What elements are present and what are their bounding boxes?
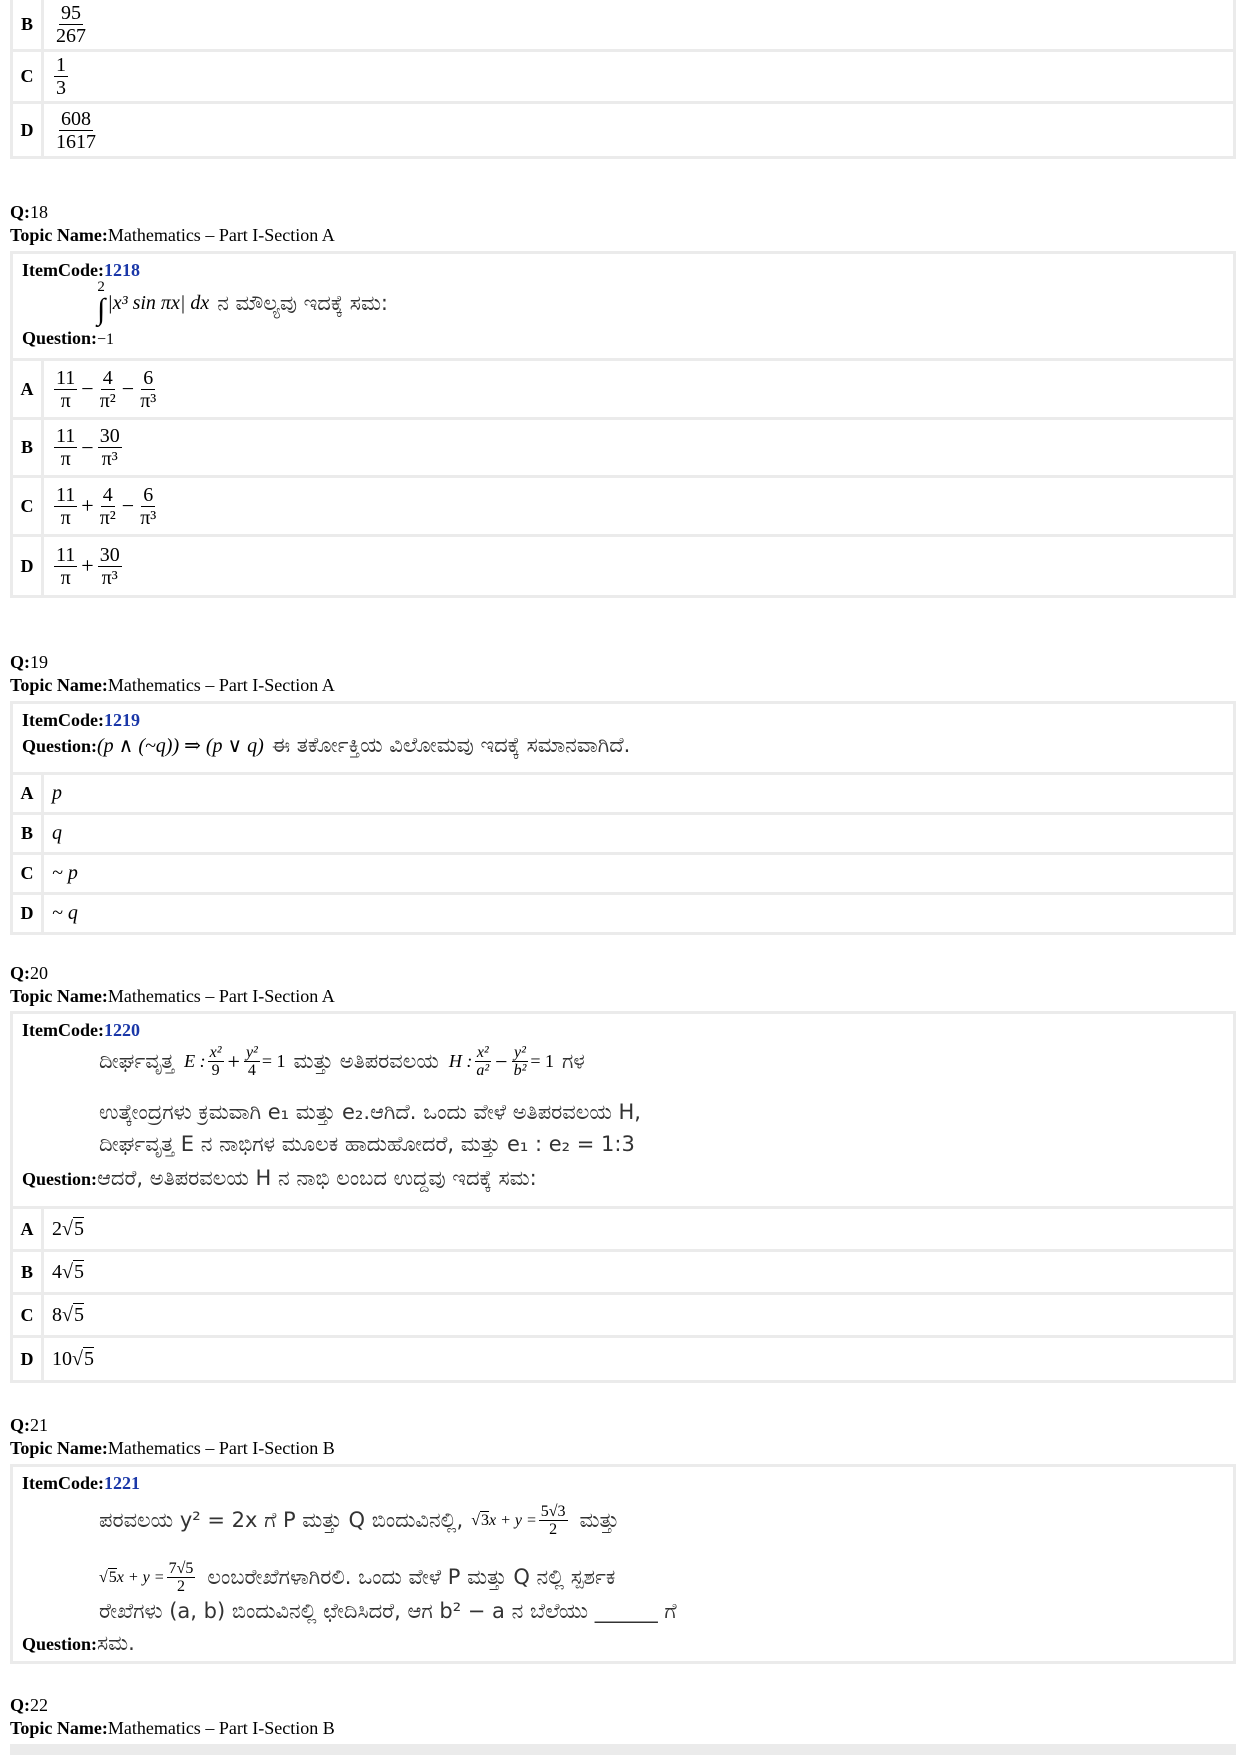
term-num: y²	[245, 1044, 258, 1061]
option-fraction: $\frac{1}{3}$	[56, 54, 66, 99]
itemcode-value: 1220	[103, 1020, 140, 1040]
question-20-text-1b: ಮತ್ತು ಅತಿಪರವಲಯ	[293, 1049, 439, 1073]
option-letter: B	[13, 420, 44, 475]
term-num: 11	[56, 366, 76, 389]
term-den: 2	[549, 1521, 558, 1538]
integral-sign-icon: ∫	[97, 293, 106, 326]
term-num: 11	[56, 425, 76, 447]
question-20-line-4: ಆದರೆ, ಅತಿಪರವಲಯ H ನ ನಾಭಿ ಲಂಬದ ಉದ್ದವು ಇದಕ್ಕೆ ಸಮ:	[97, 1166, 537, 1190]
term-num: 6	[143, 366, 154, 389]
question-label: Question:	[22, 736, 98, 756]
option-letter: D	[13, 104, 44, 156]
option-value: q	[52, 822, 62, 844]
option-letter: C	[13, 52, 44, 101]
question-20-text-1a: ದೀರ್ಘವೃತ್ತ	[99, 1049, 175, 1073]
radicand: 5	[73, 1217, 84, 1240]
term-den: π	[60, 448, 71, 470]
question-20-header	[10, 962, 335, 1008]
option-letter: C	[13, 855, 44, 892]
radicand: 5	[83, 1347, 94, 1370]
term-num: 30	[99, 543, 120, 566]
option-row-a[interactable]: A 2√5	[13, 1209, 1233, 1249]
question-21-header	[10, 1414, 335, 1460]
option-row-c[interactable]	[13, 855, 1233, 892]
coefficient: 8	[52, 1303, 62, 1326]
coefficient: 4	[52, 1260, 62, 1283]
topic-label: Topic Name:	[10, 986, 108, 1006]
question-number: 20	[30, 963, 48, 983]
topic-name: Mathematics – Part I-Section B	[107, 1718, 335, 1738]
option-row-c[interactable]	[13, 478, 1233, 534]
term-num: 4	[102, 366, 113, 389]
line-equation-lhs: x + y =	[116, 1568, 165, 1586]
coefficient: 7	[168, 1560, 177, 1577]
logic-expression: (p ∧ (~q)) ⇒ (p ∨ q)	[97, 735, 264, 757]
integrand: |x³ sin πx| dx	[107, 291, 210, 314]
question-21-text-1b: ಮತ್ತು	[579, 1508, 620, 1532]
question-22-header	[10, 1694, 335, 1740]
question-label: Question:	[22, 328, 98, 348]
topic-label: Topic Name:	[10, 225, 108, 245]
question-21-line-3: ರೇಖೆಗಳು (a, b) ಬಿಂದುವಿನಲ್ಲಿ ಛೇದಿಸಿದರೆ, ಆಗ b² − a ನ ಬೆಲೆಯು ______ ಗೆ	[99, 1599, 677, 1623]
option-letter: B	[13, 0, 44, 49]
radicand: 3	[557, 1503, 566, 1520]
topic-label: Topic Name:	[10, 1718, 108, 1738]
option-row-d[interactable]	[13, 104, 1233, 156]
term-den: 4	[247, 1062, 256, 1079]
term-num: y²	[514, 1044, 526, 1061]
itemcode-value: 1219	[103, 710, 140, 730]
topic-name: Mathematics – Part I-Section A	[107, 225, 335, 245]
q-label: Q:	[10, 1695, 30, 1715]
radicand: 5	[108, 1568, 117, 1586]
option-letter: B	[13, 1252, 44, 1292]
option-letter: A	[13, 775, 44, 812]
ellipse-label: E :	[184, 1051, 206, 1071]
question-20-text-1c: ಗಳ	[562, 1049, 585, 1073]
term-den: 2	[176, 1578, 185, 1595]
radicand: 5	[73, 1260, 84, 1283]
coefficient: 10	[52, 1347, 72, 1370]
term-den: π	[60, 389, 71, 412]
option-value: ~ q	[52, 902, 78, 924]
operator: +	[81, 553, 94, 578]
term-num: 6	[143, 483, 154, 506]
option-row-c[interactable]: C 8√5	[13, 1295, 1233, 1335]
q-label: Q:	[10, 1415, 30, 1435]
term-den: π³	[101, 448, 118, 470]
question-20-line-1: ದೀರ್ಘವೃತ್ತ E : $\frac{\text{x²}}{9}$ + $\frac{\text{y²}}{4}$ = 1 ಮತ್ತು ಅತಿಪರವಲಯ H : $\frac{\text{x²}}{\text{a²}}$ − $\frac{\text{y²}}{\text{b²}}$ = 1 ಗಳ	[99, 1044, 585, 1079]
operator: +	[81, 493, 94, 518]
question-number: 22	[30, 1695, 48, 1715]
question-21-line-2: √5 x + y = $\frac{7√5}{2}$ ಲಂಬರೇಖೆಗಳಾಗಿರಲಿ. ಒಂದು ವೇಳೆ P ಮತ್ತು Q ನಲ್ಲಿ ಸ್ಪರ್ಶಕ	[99, 1560, 616, 1595]
question-18-expression	[97, 280, 388, 326]
term-num: 4	[102, 483, 113, 506]
integral-upper-limit: 2	[97, 279, 105, 295]
question-20-card	[10, 1011, 1236, 1383]
itemcode-label: ItemCode:	[22, 1473, 104, 1493]
option-letter: A	[13, 361, 44, 417]
topic-name: Mathematics – Part I-Section A	[107, 986, 335, 1006]
option-row-d[interactable]: D 10√5	[13, 1338, 1233, 1380]
term-den: π²	[99, 389, 116, 412]
option-row-b[interactable]	[13, 815, 1233, 852]
term-num: x²	[209, 1044, 222, 1061]
question-20-line-3: ದೀರ್ಘವೃತ್ತ E ನ ನಾಭಿಗಳ ಮೂಲಕ ಹಾದುಹೋದರೆ, ಮತ್ತು e₁ : e₂ = 1:3	[99, 1132, 635, 1156]
itemcode-value: 1221	[103, 1473, 140, 1493]
question-22-card-top	[10, 1744, 1236, 1755]
q-label: Q:	[10, 963, 30, 983]
radicand: 5	[185, 1560, 194, 1577]
question-19-card	[10, 701, 1236, 935]
prev-options-box	[10, 0, 1236, 159]
operator: −	[81, 434, 94, 460]
term-num: 30	[99, 425, 120, 447]
question-label: Question:	[22, 1169, 98, 1189]
term-den: a²	[476, 1062, 490, 1079]
option-fraction: $\frac{608}{1617}$	[56, 107, 96, 153]
question-number: 18	[30, 202, 48, 222]
option-row-c[interactable]	[13, 52, 1233, 101]
term-num: 11	[56, 543, 76, 566]
itemcode-label: ItemCode:	[22, 260, 104, 280]
term-num: x²	[476, 1044, 489, 1061]
itemcode-label: ItemCode:	[22, 1020, 104, 1040]
question-number: 21	[30, 1415, 48, 1435]
question-18-text: ನ ಮೌಲ್ಯವು ಇದಕ್ಕೆ ಸಮ:	[217, 290, 389, 315]
question-19-header	[10, 651, 335, 697]
option-letter: D	[13, 537, 44, 595]
operator: −	[81, 376, 94, 401]
coefficient: 5	[540, 1503, 549, 1520]
question-label: Question:	[22, 1634, 98, 1654]
term-den: π²	[99, 506, 116, 529]
option-value: ~ p	[52, 862, 78, 884]
option-row-d[interactable]	[13, 537, 1233, 595]
option-row-b[interactable]	[13, 0, 1233, 49]
option-row-a[interactable]	[13, 361, 1233, 417]
topic-name: Mathematics – Part I-Section A	[107, 675, 335, 695]
equation-rhs: = 1	[261, 1051, 286, 1071]
q-label: Q:	[10, 202, 30, 222]
option-letter: C	[13, 478, 44, 534]
option-row-b[interactable]	[13, 420, 1233, 475]
option-fraction: $\frac{95}{267}$	[56, 2, 86, 47]
option-letter: D	[13, 1338, 44, 1380]
question-21-line-1: ಪರವಲಯ y² = 2x ಗೆ P ಮತ್ತು Q ಬಿಂದುವಿನಲ್ಲಿ, √3 x + y = $\frac{5√3}{2}$ ಮತ್ತು	[99, 1503, 620, 1538]
itemcode-label: ItemCode:	[22, 710, 104, 730]
question-18-header	[10, 201, 335, 247]
equation-rhs: = 1	[530, 1051, 555, 1071]
coefficient: 2	[52, 1217, 62, 1240]
term-den: b²	[513, 1062, 527, 1079]
itemcode-value: 1218	[103, 260, 140, 280]
option-row-d[interactable]	[13, 895, 1233, 932]
question-19-text: ಈ ತರ್ಕೋಕ್ತಿಯ ವಿಲೋಮವು ಇದಕ್ಕೆ ಸಮಾನವಾಗಿದೆ.	[271, 733, 631, 757]
line-equation-lhs: x + y =	[488, 1511, 537, 1529]
term-den: π³	[140, 506, 157, 529]
operator: −	[121, 493, 135, 518]
radicand: 3	[480, 1511, 489, 1529]
term-num: 11	[56, 483, 76, 506]
option-letter: B	[13, 815, 44, 852]
term-den: π³	[101, 566, 118, 589]
hyperbola-label: H :	[448, 1051, 473, 1071]
topic-name: Mathematics – Part I-Section B	[107, 1438, 335, 1458]
radicand: 5	[73, 1303, 84, 1326]
option-letter: D	[13, 895, 44, 932]
option-row-b[interactable]: B 4√5	[13, 1252, 1233, 1292]
question-number: 19	[30, 652, 48, 672]
option-value: p	[52, 782, 62, 804]
question-21-card	[10, 1464, 1236, 1664]
question-21-text-1a: ಪರವಲಯ y² = 2x ಗೆ P ಮತ್ತು Q ಬಿಂದುವಿನಲ್ಲಿ,	[99, 1508, 464, 1532]
integral-lower-limit: −1	[97, 331, 115, 348]
option-letter: C	[13, 1295, 44, 1335]
term-den: π³	[140, 389, 157, 412]
question-18-card	[10, 251, 1236, 598]
question-21-text-2b: ಲಂಬರೇಖೆಗಳಾಗಿರಲಿ. ಒಂದು ವೇಳೆ P ಮತ್ತು Q ನಲ್ಲಿ ಸ್ಪರ್ಶಕ	[207, 1565, 616, 1589]
term-den: π	[60, 506, 71, 529]
topic-label: Topic Name:	[10, 675, 108, 695]
operator: −	[121, 376, 135, 401]
option-letter: A	[13, 1209, 44, 1249]
option-row-a[interactable]	[13, 775, 1233, 812]
q-label: Q:	[10, 652, 30, 672]
topic-label: Topic Name:	[10, 1438, 108, 1458]
question-21-line-4: ಸಮ.	[97, 1631, 135, 1655]
question-20-line-2: ಉತ್ಕೇಂದ್ರಗಳು ಕ್ರಮವಾಗಿ e₁ ಮತ್ತು e₂.ಆಗಿದೆ. ಒಂದು ವೇಳೆ ಅತಿಪರವಲಯ H,	[99, 1100, 641, 1124]
term-den: 9	[211, 1062, 220, 1079]
term-den: π	[60, 566, 71, 589]
